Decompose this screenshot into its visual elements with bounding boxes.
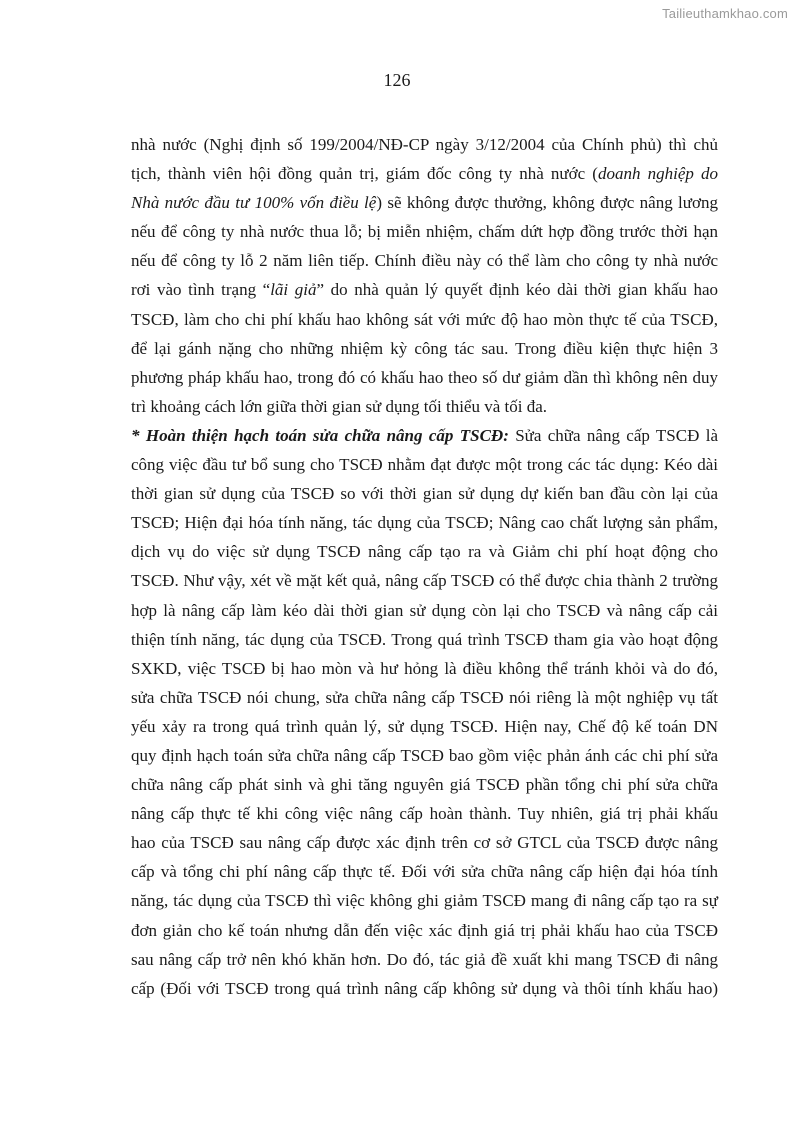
text-line: công việc đầu tư bổ sung cho TSCĐ nhằm đạt được một trong các tác dụng: Kéo dài (131, 455, 718, 475)
text-line: nếu để công ty nhà nước thua lỗ; bị miễn nhiệm, chấm dứt hợp đồng trước thời hạn (131, 222, 718, 242)
page-number: 126 (383, 70, 411, 90)
text-line: nếu để công ty lỗ 2 năm liên tiếp. Chính điều này có thể làm cho công ty nhà nước (131, 251, 718, 271)
italic-run: Nhà nước đầu tư 100% vốn điều lệ (131, 193, 377, 213)
text-line (131, 421, 718, 450)
text-line: chữa nâng cấp phát sinh và ghi tăng nguyên giá TSCĐ phần tổng chi phí sửa chữa (131, 775, 718, 795)
text-line: SXKD, việc TSCĐ bị hao mòn và hư hỏng là điều không thể tránh khỏi và do đó, (131, 658, 718, 678)
text-line: cấp và tổng chi phí nâng cấp thực tế. Đối với sửa chữa nâng cấp hiện đại hóa tính (131, 862, 718, 882)
text-line (131, 188, 718, 217)
text-line: sau nâng cấp trở nên khó khăn hơn. Do đó, tác giả đề xuất khi mang TSCĐ đi nâng (131, 949, 718, 969)
text-line: phương pháp khấu hao, trong đó có khấu hao theo số dư giảm dần thì không nên duy (131, 367, 718, 387)
text-line: TSCĐ, làm cho chi phí khấu hao không sát với mức độ hao mòn thực tế của TSCĐ, (131, 309, 718, 329)
text-line: TSCĐ. Như vậy, xét về mặt kết quả, nâng cấp TSCĐ có thể được chia thành 2 trường (131, 571, 718, 591)
text-line: dịch vụ do việc sử dụng TSCĐ nâng cấp tạo ra và Giảm chi phí hoạt động cho (131, 542, 718, 562)
text-line: đơn giản cho kế toán nhưng dẫn đến việc xác định giá trị phải khấu hao của TSCĐ (131, 920, 718, 940)
italic-run: doanh nghiệp do (597, 164, 718, 184)
paragraph-1 (131, 130, 718, 421)
text-line: nhà nước (Nghị định số 199/2004/NĐ-CP ngày 3/12/2004 của Chính phủ) thì chủ (131, 135, 718, 154)
text-line (131, 159, 718, 188)
text-line: sửa chữa TSCĐ nói chung, sửa chữa nâng cấp TSCĐ nói riêng là một nghiệp vụ tất (131, 687, 718, 707)
text-run: tịch, thành viên hội đồng quản trị, giám đốc công ty nhà nước ( (131, 164, 598, 184)
text-line: yếu xảy ra trong quá trình quản lý, sử dụng TSCĐ. Hiện nay, Chế độ kế toán DN (131, 716, 718, 736)
text-run: ) sẽ không được thưởng, không được nâng lương (376, 193, 718, 213)
text-line: năng, tác dụng của TSCĐ thì việc không ghi giảm TSCĐ mang đi nâng cấp tạo ra sự (131, 891, 718, 911)
text-line: nâng cấp thực tế khi công việc nâng cấp hoàn thành. Tuy nhiên, giá trị phải khấu (131, 804, 718, 824)
text-line: để lại gánh nặng cho những nhiệm kỳ công tác sau. Trong điều kiện thực hiện 3 (131, 338, 718, 358)
text-line: trì khoảng cách lớn giữa thời gian sử dụng tối thiểu và tối đa. (131, 396, 547, 416)
paragraph-2 (131, 421, 718, 1003)
text-run: rơi vào tình trạng “ (131, 280, 271, 300)
text-line: cấp (Đối với TSCĐ trong quá trình nâng cấp không sử dụng và thôi tính khấu hao) (131, 978, 718, 998)
text-line: hợp là nâng cấp làm kéo dài thời gian sử dụng còn lại cho TSCĐ và nâng cấp cải (131, 600, 718, 620)
section-heading: * Hoàn thiện hạch toán sửa chữa nâng cấp TSCĐ: (131, 425, 509, 445)
text-line: thiện tính năng, tác dụng của TSCĐ. Trong quá trình TSCĐ tham gia vào hoạt động (131, 629, 718, 649)
watermark: Tailieuthamkhao.com (662, 6, 788, 21)
text-run: ” do nhà quản lý quyết định kéo dài thời gian khấu hao (316, 280, 718, 300)
text-run: Sửa chữa nâng cấp TSCĐ là (508, 425, 718, 445)
text-line: TSCĐ; Hiện đại hóa tính năng, tác dụng của TSCĐ; Nâng cao chất lượng sản phẩm, (131, 513, 718, 533)
italic-run: lãi giả (270, 280, 317, 300)
text-line: quy định hạch toán sửa chữa nâng cấp TSCĐ bao gồm việc phản ánh các chi phí sửa (131, 745, 718, 765)
text-line: hao của TSCĐ sau nâng cấp được xác định trên cơ sở GTCL của TSCĐ được nâng (131, 833, 718, 853)
text-line: thời gian sử dụng của TSCĐ so với thời gian sử dụng dự kiến ban đầu còn lại của (131, 484, 718, 504)
body-text (131, 130, 718, 1003)
text-line (131, 275, 718, 304)
